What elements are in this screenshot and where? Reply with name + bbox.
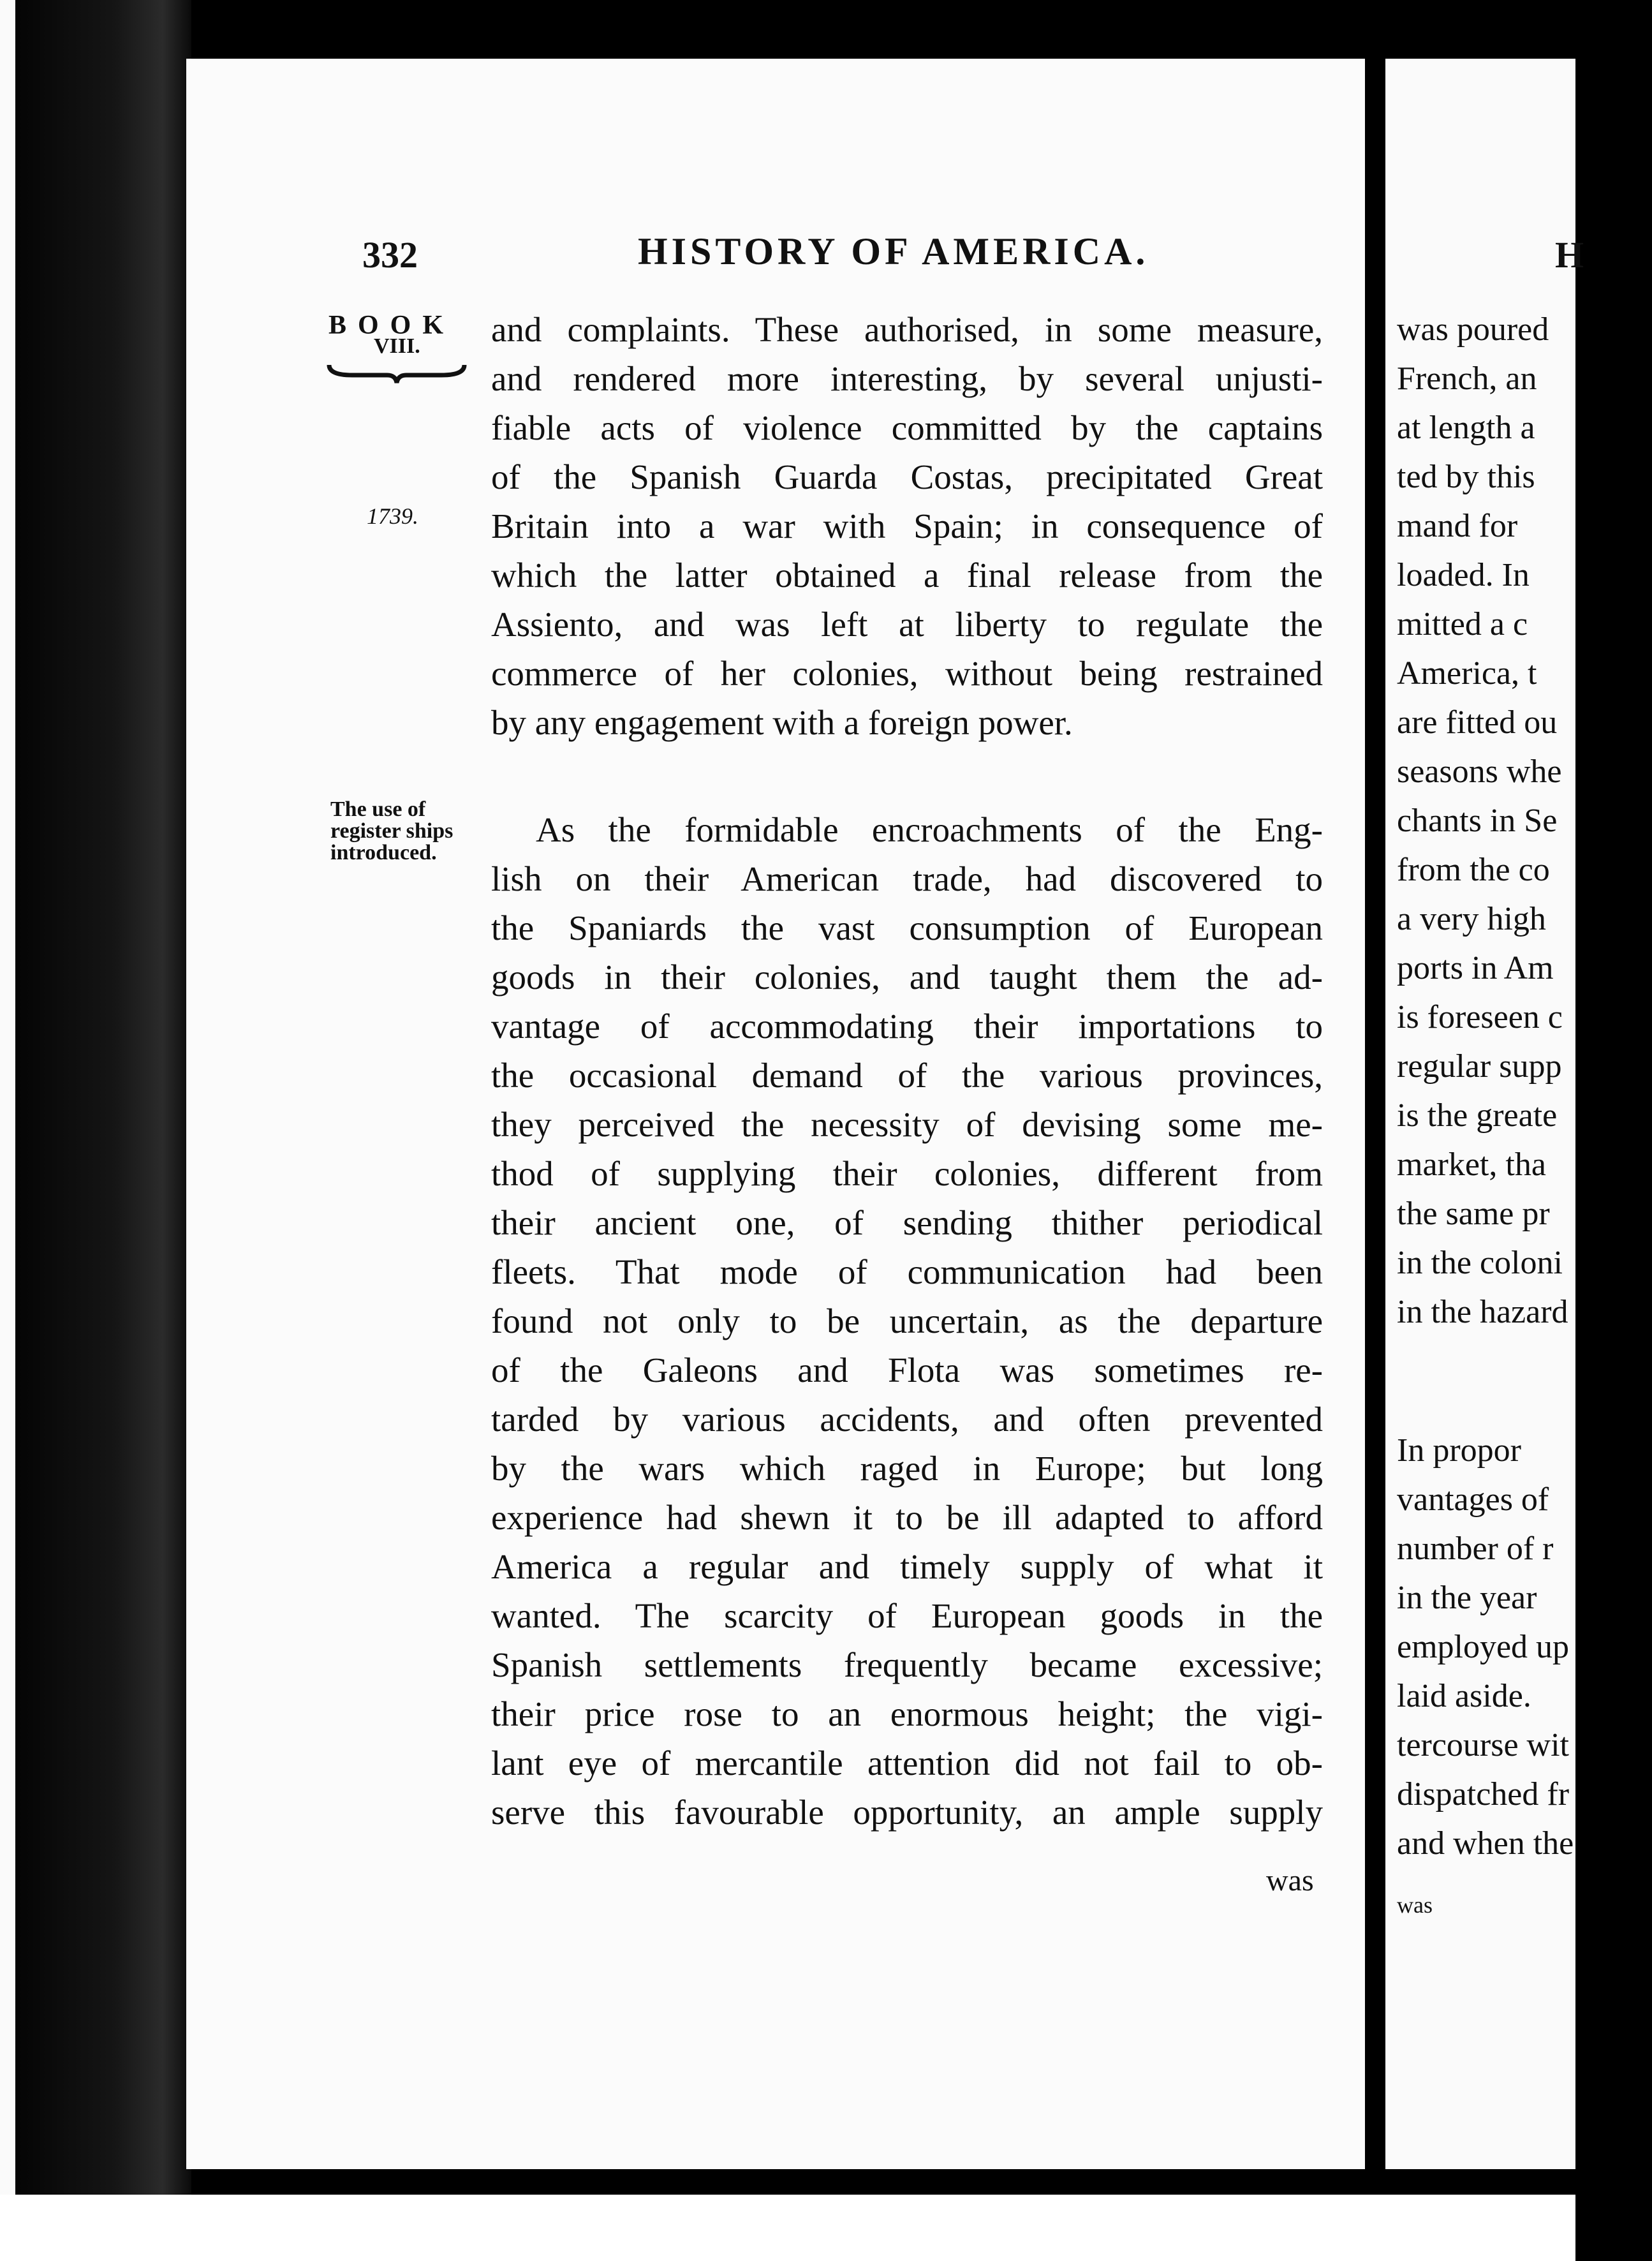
text-line: which the latter obtained a final release from the <box>491 556 1323 595</box>
paragraph-2 <box>491 805 1323 1837</box>
margin-note-line: The use of <box>330 797 426 821</box>
facing-line: is the greate <box>1397 1097 1558 1134</box>
text-line: serve this favourable opportunity, an ample supply <box>491 1793 1323 1832</box>
facing-line: was poured <box>1397 311 1549 348</box>
text-line: the Spaniards the vast consumption of European <box>491 908 1323 947</box>
facing-line: in the hazard <box>1397 1294 1568 1330</box>
facing-line: and when the <box>1397 1825 1574 1862</box>
text-line: wanted. The scarcity of European goods in the <box>491 1596 1323 1635</box>
facing-line: a very high <box>1397 901 1546 937</box>
text-line: goods in their colonies, and taught them the ad- <box>491 958 1323 997</box>
facing-line: chants in Se <box>1397 803 1558 839</box>
facing-line: market, tha <box>1397 1146 1546 1183</box>
text-line: Spanish settlements frequently became excessive; <box>491 1645 1323 1684</box>
catchword: was <box>1266 1864 1314 1897</box>
facing-line: employed up <box>1397 1629 1570 1665</box>
running-title: HISTORY OF AMERICA. <box>638 230 1149 272</box>
text-line: vantage of accommodating their importations to <box>491 1007 1323 1046</box>
facing-line: seasons whe <box>1397 753 1562 790</box>
text-line: their ancient one, of sending thither periodical <box>491 1203 1323 1242</box>
book-volume: VIII. <box>374 334 420 358</box>
facing-catchword: was <box>1397 1892 1433 1918</box>
text-line: the occasional demand of the various provinces, <box>491 1056 1323 1095</box>
text-line: America a regular and timely supply of what it <box>491 1547 1323 1586</box>
margin-note-line: register ships <box>330 819 454 843</box>
text-line: lant eye of mercantile attention did not fail to ob- <box>491 1744 1323 1783</box>
text-line: by any engagement with a foreign power. <box>491 703 1073 742</box>
facing-line: In propor <box>1397 1432 1521 1469</box>
facing-line: America, t <box>1397 655 1537 692</box>
scan-bottom-margin <box>0 2195 1575 2261</box>
text-line: of the Galeons and Flota was sometimes re- <box>491 1351 1323 1390</box>
facing-line: at length a <box>1397 410 1535 446</box>
text-line: As the formidable encroachments of the Eng- <box>536 810 1323 849</box>
facing-header-fragment: H <box>1555 234 1584 276</box>
text-line: fleets. That mode of communication had been <box>491 1252 1323 1291</box>
facing-line: loaded. In <box>1397 557 1530 593</box>
margin-note <box>330 799 483 864</box>
facing-line: ports in Am <box>1397 950 1554 986</box>
facing-line: mand for <box>1397 508 1518 544</box>
text-line: by the wars which raged in Europe; but long <box>491 1449 1323 1488</box>
text-line: Britain into a war with Spain; in consequence of <box>491 507 1323 545</box>
text-line: commerce of her colonies, without being restrained <box>491 654 1323 693</box>
facing-line: laid aside. <box>1397 1678 1531 1714</box>
text-line: and rendered more interesting, by several unjusti- <box>491 359 1323 398</box>
facing-line: from the co <box>1397 852 1550 888</box>
margin-note-line: introduced. <box>330 841 437 864</box>
facing-page-text <box>1397 305 1652 1930</box>
text-line: they perceived the necessity of devising some me- <box>491 1105 1323 1144</box>
book-label: BOOK <box>328 311 455 340</box>
book-spine-shadow <box>0 0 191 2261</box>
text-line: fiable acts of violence committed by the captains <box>491 408 1323 447</box>
paragraph-1 <box>491 305 1323 747</box>
page-number: 332 <box>362 234 418 276</box>
text-line: of the Spanish Guarda Costas, precipitated Great <box>491 457 1323 496</box>
text-line: tarded by various accidents, and often prevented <box>491 1400 1323 1439</box>
text-line: and complaints. These authorised, in some measure, <box>491 310 1323 349</box>
facing-line: mitted a c <box>1397 606 1528 642</box>
facing-line: in the coloni <box>1397 1245 1563 1281</box>
text-line: thod of supplying their colonies, different from <box>491 1154 1323 1193</box>
facing-line: vantages of <box>1397 1481 1549 1518</box>
text-line: their price rose to an enormous height; the vigi- <box>491 1694 1323 1733</box>
facing-line: is foreseen c <box>1397 999 1563 1035</box>
facing-line: tercourse wit <box>1397 1727 1570 1763</box>
facing-line: in the year <box>1397 1580 1537 1616</box>
facing-line: French, an <box>1397 360 1537 397</box>
text-line: Assiento, and was left at liberty to regulate the <box>491 605 1323 644</box>
text-line: found not only to be uncertain, as the departure <box>491 1301 1323 1340</box>
facing-paragraph-gap <box>1397 1337 1652 1426</box>
margin-year: 1739. <box>367 503 418 529</box>
scan-edge <box>0 0 15 2261</box>
facing-line: the same pr <box>1397 1196 1550 1232</box>
facing-line: are fitted ou <box>1397 704 1558 741</box>
brace-ornament <box>327 361 467 384</box>
text-line: experience had shewn it to be ill adapted to afford <box>491 1498 1323 1537</box>
facing-line: regular supp <box>1397 1048 1562 1085</box>
text-line: lish on their American trade, had discovered to <box>491 859 1323 898</box>
facing-line: number of r <box>1397 1531 1554 1567</box>
facing-line: ted by this <box>1397 459 1535 495</box>
facing-line: dispatched fr <box>1397 1776 1570 1813</box>
